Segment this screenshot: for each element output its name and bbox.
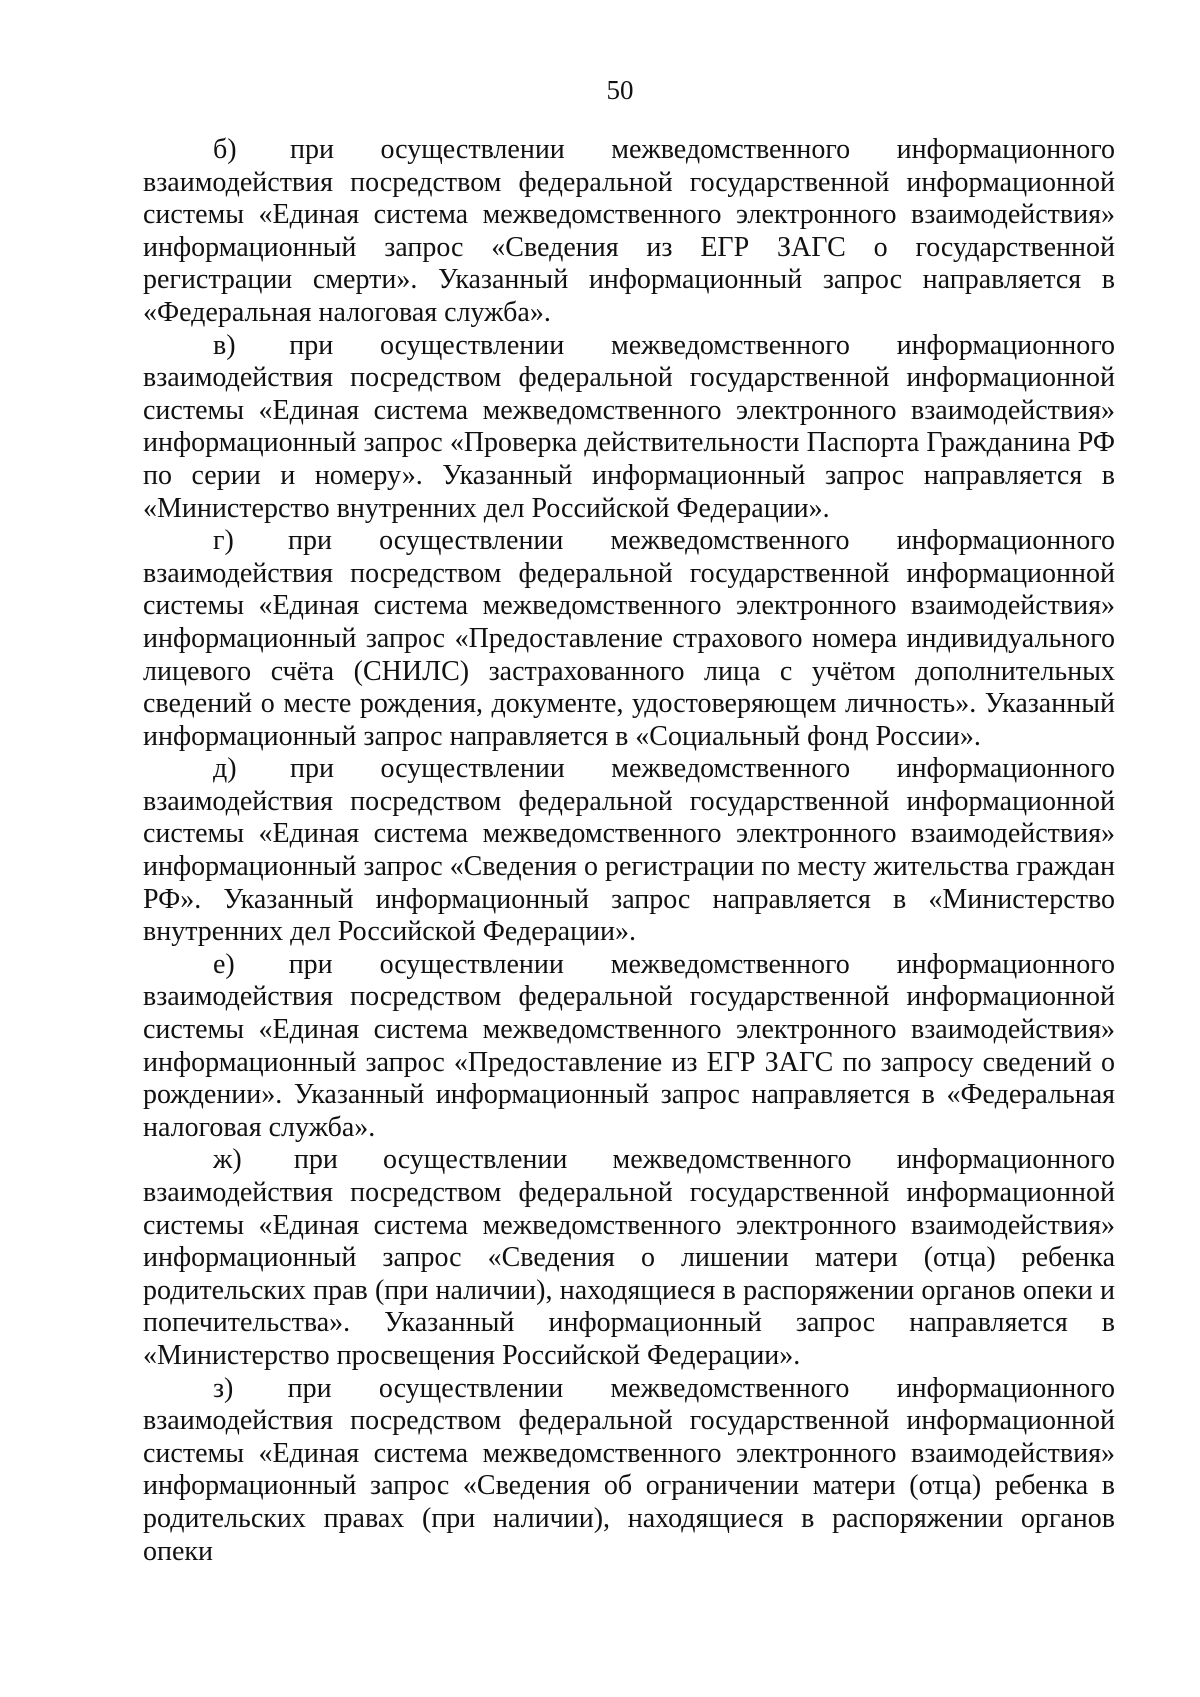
paragraph-text: при осуществлении межведомственного информационного взаимодействия посредством федеральной государственной информационной системы «Единая система межведомственного электронного взаимодействия» информационный запрос «Сведения об ограничении матери (отца) ребенка в родительских правах (при наличии), находящиеся в распоряжении органов опеки	[143, 1372, 1116, 1567]
page-number: 50	[606, 75, 634, 105]
paragraph-letter: в)	[213, 329, 236, 361]
paragraph-letter: б)	[213, 134, 237, 165]
paragraph-text: при осуществлении межведомственного информационного взаимодействия посредством федеральной государственной информационной системы «Единая система межведомственного электронного взаимодействия» информационный запрос «Сведения о лишении матери (отца) ребенка родительских прав (при наличии), находящиеся в распоряжении органов опеки и попечительства». Указанный информационный запрос направляется в «Министерство просвещения Российской Федерации».	[143, 1144, 1115, 1371]
paragraph-letter: ж)	[213, 1144, 242, 1176]
paragraph-text: при осуществлении межведомственного информационного взаимодействия посредством федеральной государственной информационной системы «Единая система межведомственного электронного взаимодействия» информационный запрос «Предоставление страхового номера индивидуального лицевого счёта (СНИЛС) застрахованного лица с учётом дополнительных сведений о месте рождения, документе, удостоверяющем личность». Указанный информационный запрос направляется в «Социальный фонд России».	[143, 525, 1116, 752]
paragraph-z	[143, 1373, 1115, 1569]
paragraph-d	[143, 753, 1115, 949]
document-body	[143, 134, 1115, 1568]
paragraph-g	[143, 525, 1115, 753]
paragraph-e	[143, 949, 1115, 1145]
paragraph-letter: з)	[213, 1372, 234, 1404]
paragraph-letter: е)	[213, 948, 235, 980]
paragraph-letter: г)	[213, 525, 234, 557]
paragraph-text: при осуществлении межведомственного информационного взаимодействия посредством федеральной государственной информационной системы «Единая система межведомственного электронного взаимодействия» информационный запрос «Проверка действительности Паспорта Гражданина РФ по серии и номеру». Указанный информационный запрос направляется в «Министерство внутренних дел Российской Федерации».	[143, 329, 1115, 524]
paragraph-text: при осуществлении межведомственного информационного взаимодействия посредством федеральной государственной информационной системы «Единая система межведомственного электронного взаимодействия» информационный запрос «Сведения о регистрации по месту жительства граждан РФ». Указанный информационный запрос направляется в «Министерство внутренних дел Российской Федерации».	[143, 753, 1116, 948]
paragraph-b	[143, 134, 1115, 330]
paragraph-letter: д)	[213, 753, 237, 785]
paragraph-text: при осуществлении межведомственного информационного взаимодействия посредством федеральной государственной информационной системы «Единая система межведомственного электронного взаимодействия» информационный запрос «Предоставление из ЕГР ЗАГС по запросу сведений о рождении». Указанный информационный запрос направляется в «Федеральная налоговая служба».	[143, 948, 1116, 1143]
paragraph-v	[143, 330, 1115, 526]
paragraph-zh	[143, 1144, 1115, 1372]
paragraph-text: при осуществлении межведомственного информационного взаимодействия посредством федеральной государственной информационной системы «Единая система межведомственного электронного взаимодействия» информационный запрос «Сведения из ЕГР ЗАГС о государственной регистрации смерти». Указанный информационный запрос направляется в «Федеральная налоговая служба».	[143, 134, 1116, 328]
